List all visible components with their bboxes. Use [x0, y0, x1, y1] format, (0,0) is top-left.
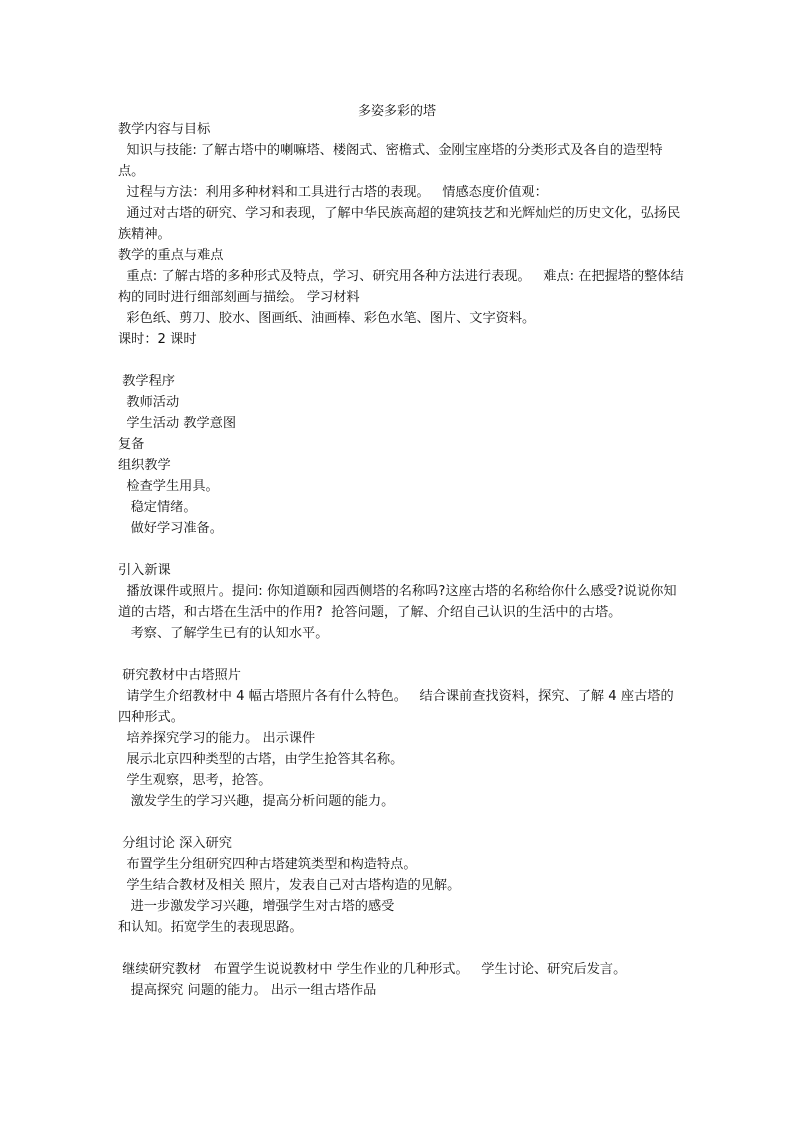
blank-line — [118, 644, 684, 665]
text-line: 组织教学 — [118, 458, 171, 473]
text-line: 引入新课 — [118, 563, 171, 578]
document-title: 多姿多彩的塔 — [357, 104, 436, 119]
text-line: 和认知。拓宽学生的表现思路。 — [118, 920, 303, 935]
text-line: 过程与方法：利用多种材料和工具进行古塔的表现。 情感态度价值观： — [118, 185, 548, 200]
text-line: 研究教材中古塔照片 — [118, 668, 241, 683]
text-line: 进一步激发学习兴趣，增强学生对古塔的感受 — [118, 899, 395, 914]
text-line: 复备 — [118, 437, 145, 452]
text-line: 考察、了解学生已有的认知水平。 — [118, 626, 329, 641]
text-line: 通过对古塔的研究、学习和表现，了解中华民族高超的建筑技艺和光辉灿烂的历史文化，弘扬民族精神。 — [118, 206, 681, 242]
text-line: 教学内容与目标 — [118, 122, 211, 137]
text-line: 重点: 了解古塔的多种形式及特点，学习、研究用各种方法进行表现。 难点: 在把握塔的整体结构的同时进行细部刻画与描绘。 学习材料 — [118, 269, 684, 305]
text-line: 教师活动 — [118, 395, 180, 410]
text-line: 彩色纸、剪刀、胶水、图画纸、油画棒、彩色水笔、图片、文字资料。 — [118, 311, 536, 326]
text-line: 布置学生分组研究四种古塔建筑类型和构造特点。 — [118, 857, 417, 872]
text-line: 分组讨论 深入研究 — [118, 836, 232, 851]
blank-line — [118, 938, 684, 959]
text-line: 继续研究教材 布置学生说说教材中 学生作业的几种形式。 学生讨论、研究后发言。 — [118, 962, 627, 977]
text-line: 教学的重点与难点 — [118, 248, 224, 263]
blank-line — [118, 539, 684, 560]
text-line: 知识与技能: 了解古塔中的喇嘛塔、楼阁式、密檐式、金刚宝座塔的分类形式及各自的造型特点。 — [118, 143, 663, 179]
text-line: 请学生介绍教材中 4 幅古塔照片各有什么特色。 结合课前查找资料，探究、了解 4 座古塔的四种形式。 — [118, 689, 674, 725]
text-line: 学生活动 教学意图 — [118, 416, 237, 431]
text-line: 学生观察，思考，抢答。 — [118, 773, 272, 788]
text-line: 展示北京四种类型的古塔，由学生抢答其名称。 — [118, 752, 404, 767]
text-line: 课时：2 课时 — [118, 332, 197, 347]
document-body — [118, 119, 684, 1001]
text-line: 做好学习准备。 — [118, 521, 223, 536]
text-line: 激发学生的学习兴趣，提高分析问题的能力。 — [118, 794, 395, 809]
blank-line — [118, 812, 684, 833]
text-line: 提高探究 问题的能力。 出示一组古塔作品 — [118, 983, 377, 998]
text-line: 播放课件或照片。提问: 你知道颐和园西侧塔的名称吗?这座古塔的名称给你什么感受?说说你知道的古塔，和古塔在生活中的作用? 抢答问题，了解、介绍自己认识的生活中的古塔。 — [118, 584, 677, 620]
text-line: 教学程序 — [118, 374, 175, 389]
text-line: 检查学生用具。 — [118, 479, 219, 494]
text-line: 学生结合教材及相关 照片，发表自己对古塔构造的见解。 — [118, 878, 461, 893]
blank-line — [118, 350, 684, 371]
text-line: 稳定情绪。 — [118, 500, 197, 515]
text-line: 培养探究学习的能力。 出示课件 — [118, 731, 316, 746]
